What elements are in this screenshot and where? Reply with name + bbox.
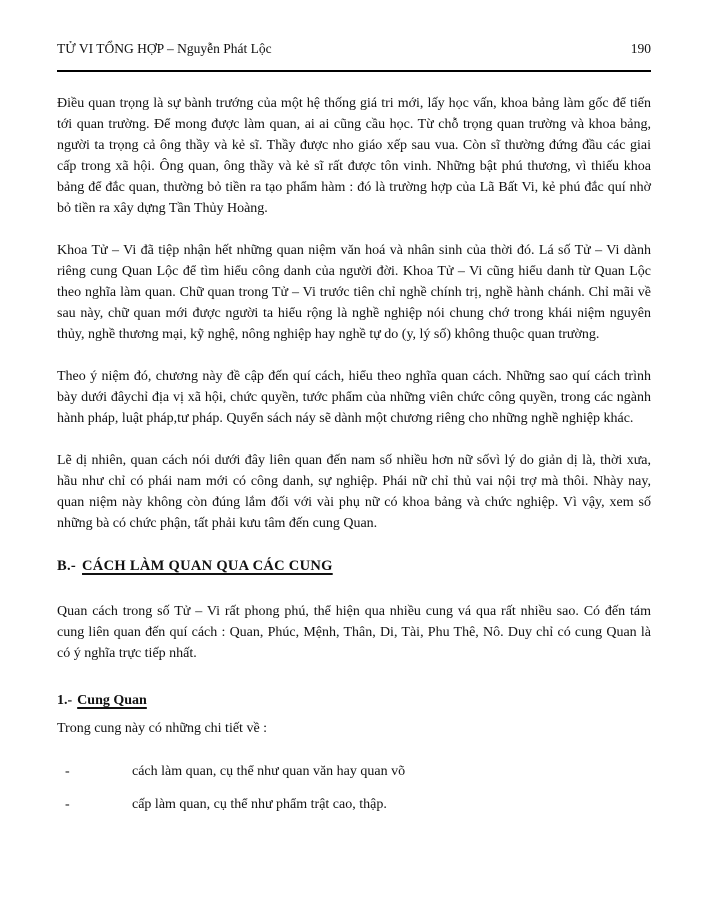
list-item-text: cấp làm quan, cụ thể như phẩm trật cao, thập.: [132, 797, 387, 812]
paragraph-3: Theo ý niệm đó, chương này đề cập đến quí cách, hiểu theo nghĩa quan cách. Những sao quí cách trình bày dưới đâychỉ địa vị xã hội, chức quyền, tước phẩm của những viên chức công quyền, trong các ngành hành pháp, luật pháp,tư pháp. Quyển sách náy sẽ dành một chương riêng cho những nghề nghiệp khác.: [57, 369, 651, 426]
page-header: [57, 40, 651, 57]
section-heading-b-prefix: B.-: [57, 558, 77, 574]
section-heading-1: [57, 690, 651, 711]
page-body: [57, 93, 651, 815]
list-item: [57, 794, 651, 815]
section-heading-b: [57, 555, 651, 577]
paragraph-2: Khoa Tử – Vi đã tiệp nhận hết những quan niệm văn hoá và nhân sinh của thời đó. Lá số Tử – Vi dành riêng cung Quan Lộc để tìm hiểu công danh của người đời. Khoa Tử – Vi cũng hiểu danh từ Quan Lộc theo nghĩa làm quan. Chữ quan trong Tử – Vi trước tiên chỉ nghề chính trị, nghề hành chánh. Chỉ mãi về sau này, chữ quan mới được người ta hiểu rộng là nghề nghiệp nói chung chớ trong khái niệm nguyên thủy, nghề thương mại, kỹ nghệ, nông nghiệp hay nghề tự do (y, lý số) không thuộc quan trường.: [57, 243, 651, 342]
paragraph-5: Quan cách trong số Tử – Vi rất phong phú, thể hiện qua nhiều cung vá qua rất nhiều sao. Có đến tám cung liên quan đến quí cách : Quan, Phúc, Mệnh, Thân, Di, Tài, Phu Thê, Nô. Duy chỉ có cung Quan là có ý nghĩa trực tiếp nhất.: [57, 604, 651, 661]
list-item: [57, 761, 651, 782]
section-heading-1-title: Cung Quan: [77, 693, 147, 708]
header-divider: [57, 70, 651, 72]
section-heading-b-title: CÁCH LÀM QUAN QUA CÁC CUNG: [82, 558, 333, 574]
section-1-intro: Trong cung này có những chi tiết về :: [57, 721, 268, 736]
running-title: TỬ VI TỔNG HỢP – Nguyễn Phát Lộc: [57, 41, 272, 56]
paragraph-1: Điều quan trọng là sự bành trướng của một hệ thống giá tri mới, lấy học vấn, khoa bảng làm gốc để tiến tới quan trường. Để mong được làm quan, ai ai cũng cầu học. Từ chỗ trọng quan trường và khoa bảng, người ta trọng cả ông thầy và kẻ sĩ. Thầy được nho giáo xếp sau vua. Còn sĩ thường đứng đầu các giai cấp trong xã hội. Ông quan, ông thầy và kẻ sĩ rất được tôn vinh. Những bật phú thương, vì thiếu khoa bảng để đắc quan, thường bỏ tiền ra tạo phẩm hàm : đó là trường hợp của Lã Bất Vi, kẻ phú đắc quí nhờ bỏ tiền ra xây dựng Tần Thủy Hoàng.: [57, 96, 651, 216]
paragraph-4: Lẽ dị nhiên, quan cách nói dưới đây liên quan đến nam số nhiều hơn nữ sốvì lý do giản dị là, thời xưa, hầu như chỉ có phái nam mới có công danh, sự nghiệp. Phái nữ chỉ thủ vai nội trợ mà thôi. Nhày nay, quan niệm này không còn đúng lắm đối với vài phụ nữ có khoa bảng và chức nghiệp. Vì vậy, xem số những bà có chức phận, tất phải kưu tâm đến cung Quan.: [57, 453, 651, 531]
list-item-dash: -: [65, 764, 70, 779]
list-item-text: cách làm quan, cụ thể như quan văn hay quan võ: [132, 764, 406, 779]
page-number: 190: [630, 41, 651, 56]
list-item-dash: -: [65, 797, 70, 812]
section-heading-1-prefix: 1.-: [57, 693, 73, 708]
